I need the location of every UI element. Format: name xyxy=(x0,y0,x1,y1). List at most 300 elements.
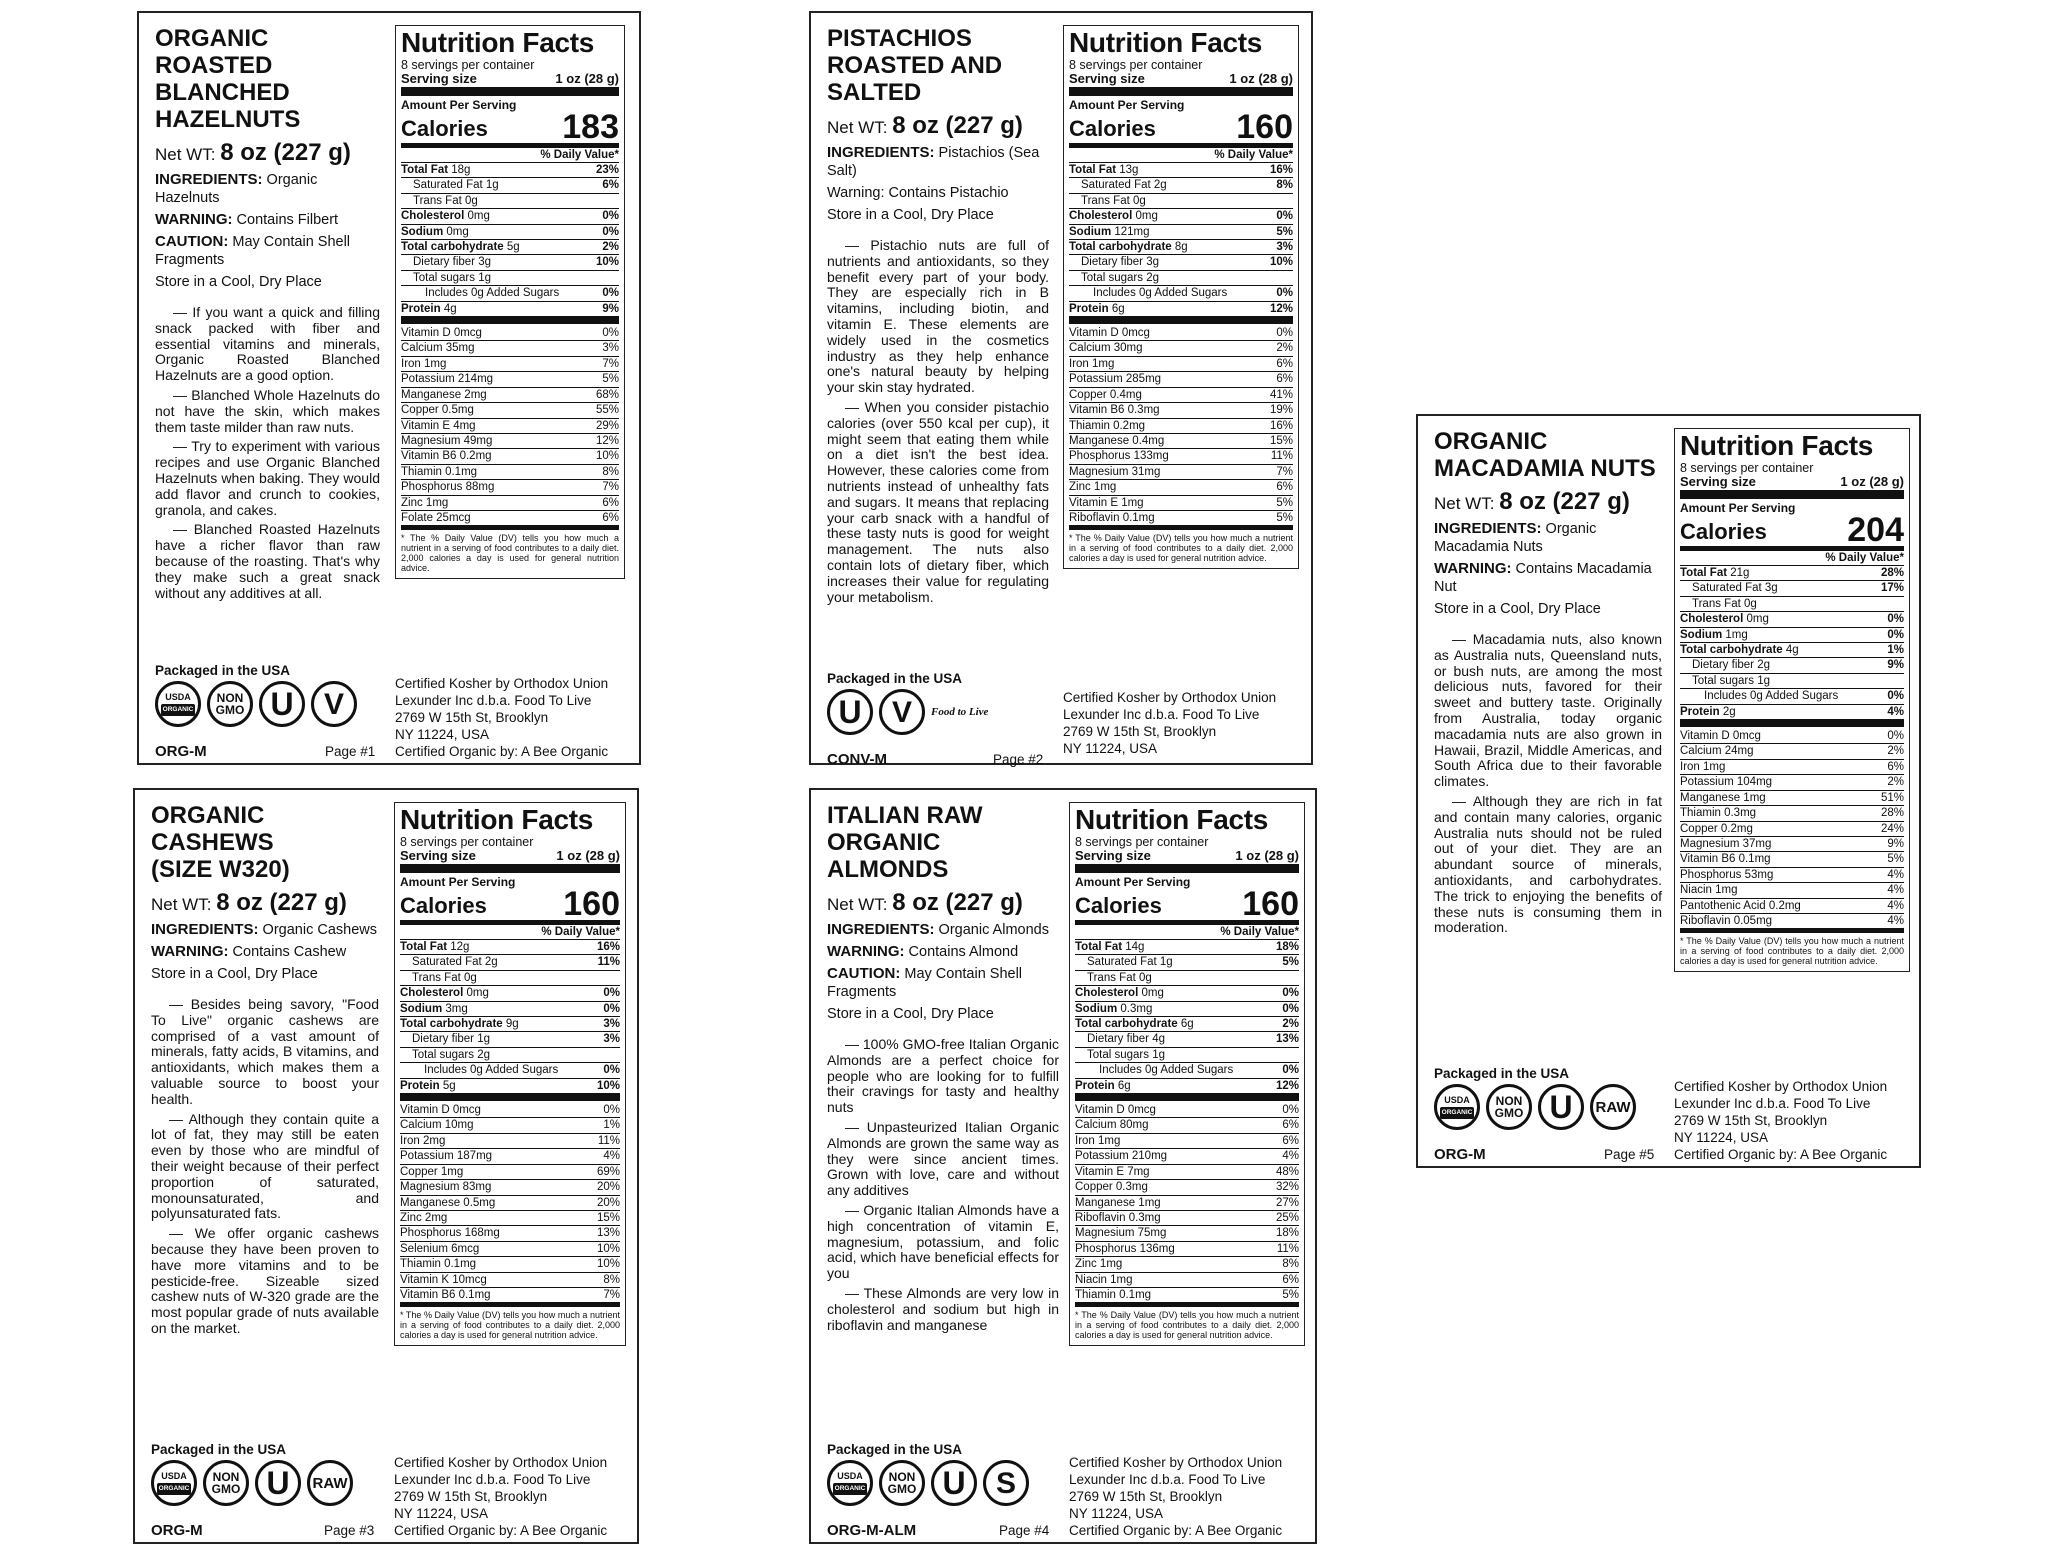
vitamin-row xyxy=(400,1103,620,1118)
usda-text: USDA xyxy=(161,1471,187,1481)
vitamin-name: Pantothenic Acid 0.2mg xyxy=(1680,899,1801,912)
info-value: Contains Macadamia Nut xyxy=(1434,561,1652,595)
serving-size-label: Serving size xyxy=(1075,848,1151,863)
description-paragraph: — 100% GMO-free Italian Organic Almonds are a perfect choice for people who are looking for to fulfill their cravings for tasty and healthy nuts xyxy=(827,1036,1059,1116)
cert-line: Lexunder Inc d.b.a. Food To Live xyxy=(394,1472,591,1487)
vitamin-row xyxy=(1680,744,1904,759)
packaged-in-usa: Packaged in the USA xyxy=(155,663,291,678)
nutrient-name-amount xyxy=(1069,302,1125,316)
cert-line: NY 11224, USA xyxy=(1063,741,1158,756)
vitamin-name: Vitamin K 10mcg xyxy=(400,1273,487,1286)
vitamin-row xyxy=(1069,434,1293,449)
description-paragraph: — We offer organic cashews because they have been proven to have more vitamins and to be pesticide-free. Sizeable sized cashew nuts of W-320 grade are the most popular grade of nuts available on the market. xyxy=(151,1225,379,1336)
page-number: Page #3 xyxy=(324,1523,375,1538)
vitamin-row xyxy=(1075,1257,1299,1272)
product-description xyxy=(151,997,379,1337)
nutrient-row xyxy=(401,194,619,209)
net-weight xyxy=(155,139,380,167)
nutrient-row xyxy=(1069,209,1293,224)
serving-size-label: Serving size xyxy=(400,848,476,863)
info-key: WARNING: xyxy=(1434,560,1512,577)
nutrient-name-amount xyxy=(412,971,477,985)
cert-line: Certified Organic by: A Bee Organic xyxy=(1674,1147,1888,1162)
nutrient-amount: 3g xyxy=(1764,582,1778,595)
vitamin-percent: 5% xyxy=(602,373,619,386)
vitamins-minerals xyxy=(1075,1103,1299,1307)
nutrient-percent: 0% xyxy=(603,1002,620,1015)
nutrient-row xyxy=(1069,163,1293,178)
vitamin-percent: 13% xyxy=(596,1227,620,1240)
product-title xyxy=(151,802,379,883)
nutrient-row xyxy=(1075,1002,1299,1017)
vitamin-row xyxy=(1075,1118,1299,1133)
product-title-line: ORGANIC ROASTED xyxy=(155,25,273,79)
vitamin-name: Vitamin B6 0.1mg xyxy=(400,1288,491,1301)
vitamin-row xyxy=(1069,449,1293,464)
raw-icon xyxy=(307,1460,353,1506)
vitamin-name: Vitamin E 7mg xyxy=(1075,1165,1150,1178)
nutrient-name-amount xyxy=(1075,1079,1131,1093)
info-value: May Contain Shell Fragments xyxy=(155,234,351,268)
vitamin-row xyxy=(1069,326,1293,341)
vitamin-percent: 5% xyxy=(1282,1288,1299,1301)
certification-badges xyxy=(151,1460,353,1506)
vitamin-row xyxy=(401,465,619,480)
product-title-line: ITALIAN RAW xyxy=(827,802,983,829)
vitamin-name: Riboflavin 0.3mg xyxy=(1075,1211,1161,1224)
nutrient-percent: 9% xyxy=(602,302,619,315)
organic-text: ORGANIC xyxy=(157,1483,192,1495)
usda-organic-icon xyxy=(827,1460,873,1506)
net-weight-label: Net WT: xyxy=(1434,494,1495,513)
vitamin-name: Zinc 1mg xyxy=(401,496,449,509)
net-weight xyxy=(827,889,1059,917)
calories-label: Calories xyxy=(1680,519,1767,544)
nutrient-row xyxy=(1680,612,1904,627)
vitamin-percent: 6% xyxy=(1887,760,1904,773)
product-title-line: ORGANIC xyxy=(1434,428,1548,455)
vitamin-percent: 0% xyxy=(602,327,619,340)
kosher-u-icon xyxy=(255,1460,301,1506)
vitamins-minerals xyxy=(400,1103,620,1307)
net-weight-value: 8 oz (227 g) xyxy=(892,889,1023,916)
vitamin-name: Zinc 2mg xyxy=(400,1211,448,1224)
nutrient-name-amount xyxy=(1087,955,1173,969)
description-paragraph: — Although they are rich in fat and contain many calories, organic Australia nuts should not be ruled out of your diet. They are an abundant source of minerals, antioxidants, and carbohydrates. The trick to enjoying the benefits of these nuts is consuming them in moderation. xyxy=(1434,792,1662,936)
nutrient-name-amount xyxy=(1692,581,1778,595)
vitamin-row xyxy=(1069,496,1293,511)
nutrient-name: Dietary fiber xyxy=(1087,1033,1149,1046)
nutrient-amount: 8g xyxy=(1174,241,1188,254)
vitamin-row xyxy=(1075,1180,1299,1195)
kosher-u-icon xyxy=(259,681,305,727)
info-line xyxy=(151,965,379,983)
nutrient-row xyxy=(1075,971,1299,986)
vegan-icon xyxy=(879,689,925,735)
nutrient-row xyxy=(1680,628,1904,643)
vitamins-minerals xyxy=(401,326,619,530)
vitamin-name: Zinc 1mg xyxy=(1069,481,1117,494)
vitamin-percent: 0% xyxy=(1282,1104,1299,1117)
vitamin-name: Calcium 35mg xyxy=(401,342,475,355)
calories-value: 204 xyxy=(1847,511,1904,549)
vitamin-name: Selenium 6mcg xyxy=(400,1242,480,1255)
organic-text: ORGANIC xyxy=(161,704,196,716)
description-paragraph: — Although they contain quite a lot of fat, they may still be eaten even by those who are mindful of their weight because of their perfect proportion of saturated, monounsaturated, and polyunsaturated fats. xyxy=(151,1110,379,1222)
vitamin-percent: 0% xyxy=(1276,327,1293,340)
vegan-v-text: V xyxy=(891,695,912,729)
nutrient-name-amount xyxy=(424,1063,558,1077)
nutrient-name: Trans Fat xyxy=(412,971,461,984)
vitamin-name: Vitamin B6 0.2mg xyxy=(401,450,492,463)
non-gmo-icon xyxy=(879,1460,925,1506)
vitamin-row xyxy=(401,511,619,530)
servings-per-container: 8 servings per container xyxy=(400,835,534,849)
nutrient-row xyxy=(1069,178,1293,193)
kosher-u-text: U xyxy=(266,1464,290,1501)
vitamin-percent: 1% xyxy=(603,1119,620,1132)
vitamin-name: Manganese 2mg xyxy=(401,388,487,401)
nutrient-amount: 0g xyxy=(1132,194,1146,207)
nutrition-facts-title: Nutrition Facts xyxy=(1069,27,1263,58)
vitamin-row xyxy=(401,449,619,464)
vitamin-name: Vitamin B6 0.1mg xyxy=(1680,853,1771,866)
nutrient-amount: 0mg xyxy=(1141,987,1164,1000)
nutrient-row xyxy=(1075,1032,1299,1047)
nutrition-facts-title: Nutrition Facts xyxy=(401,27,595,58)
vitamin-percent: 55% xyxy=(595,404,619,417)
cert-line: Lexunder Inc d.b.a. Food To Live xyxy=(395,693,592,708)
nutrition-facts-panel xyxy=(395,25,625,579)
nutrient-row xyxy=(1075,955,1299,970)
vitamin-name: Magnesium 83mg xyxy=(400,1181,492,1194)
cert-line: Certified Kosher by Orthodox Union xyxy=(1069,1455,1283,1470)
nutrition-facts-panel xyxy=(1674,428,1910,972)
daily-value-header: % Daily Value* xyxy=(1680,551,1904,566)
nutrient-name-amount xyxy=(401,240,520,254)
nutrient-row xyxy=(401,286,619,301)
nutrient-amount: 0g xyxy=(464,194,478,207)
daily-value-footnote: * The % Daily Value (DV) tells you how much a nutrient in a serving of food contributes to a daily diet. 2,000 calories a day is used for general nutrition advice. xyxy=(400,1310,620,1341)
nutrient-name-amount xyxy=(1680,612,1769,626)
vitamin-percent: 10% xyxy=(595,450,619,463)
nutrient-name: Sodium xyxy=(1680,628,1723,641)
vitamin-row xyxy=(1075,1288,1299,1307)
vitamin-name: Phosphorus 88mg xyxy=(401,481,495,494)
certification-address xyxy=(1674,1078,1913,1163)
certification-badges xyxy=(827,689,988,735)
vitamin-name: Thiamin 0.2mg xyxy=(1069,419,1146,432)
nutrient-name: Cholesterol xyxy=(1069,210,1133,223)
nutrient-name-amount xyxy=(412,1048,490,1062)
info-line xyxy=(827,184,1049,202)
usda-organic-seal xyxy=(157,1471,192,1495)
nutrient-percent: 10% xyxy=(596,1079,620,1092)
nutrient-percent: 0% xyxy=(1276,210,1293,223)
nutrient-amount: 0mg xyxy=(1135,210,1158,223)
vitamin-name: Calcium 10mg xyxy=(400,1119,474,1132)
nutrient-percent: 10% xyxy=(1269,256,1293,269)
nutrient-name-amount xyxy=(400,1079,456,1093)
page-number: Page #4 xyxy=(999,1523,1050,1538)
certification-badges xyxy=(1434,1084,1636,1130)
food-to-live-logo: Food to Live xyxy=(931,706,989,718)
vitamin-row xyxy=(1680,899,1904,914)
nutrient-name: Trans Fat xyxy=(1692,597,1741,610)
description-paragraph: — Try to experiment with various recipes and use Organic Blanched Hazelnuts when baking. They would add flavor and crunch to cookies, granola, and cakes. xyxy=(155,438,380,518)
nutrient-name-amount xyxy=(1069,240,1188,254)
vitamin-name: Manganese 0.5mg xyxy=(400,1196,496,1209)
nutrient-percent: 13% xyxy=(1275,1033,1299,1046)
net-weight-label: Net WT: xyxy=(827,118,888,137)
vitamin-percent: 8% xyxy=(602,465,619,478)
info-key: INGREDIENTS: xyxy=(155,171,263,188)
packaged-in-usa: Packaged in the USA xyxy=(151,1442,287,1457)
vitamin-name: Iron 1mg xyxy=(1680,760,1726,773)
usda-text: USDA xyxy=(837,1471,863,1481)
nutrient-name: Total carbohydrate xyxy=(1075,1018,1178,1031)
calories-row xyxy=(1069,108,1293,148)
serving-size-row xyxy=(1680,475,1904,499)
vitamin-percent: 28% xyxy=(1880,807,1904,820)
product-code: ORG-M xyxy=(1434,1146,1486,1163)
cert-line: NY 11224, USA xyxy=(395,727,490,742)
vitamin-percent: 6% xyxy=(1282,1134,1299,1147)
info-key: INGREDIENTS: xyxy=(827,921,935,938)
description-paragraph: — These Almonds are very low in cholesterol and sodium but high in riboflavin and manganese xyxy=(827,1284,1059,1333)
nutrient-row xyxy=(400,1032,620,1047)
description-paragraph: — Blanched Roasted Hazelnuts have a richer flavor than raw because of the roasting. That's why they make such a great snack without any additives at all. xyxy=(155,521,380,601)
nutrient-percent: 0% xyxy=(1282,1002,1299,1015)
nutrient-row xyxy=(1069,286,1293,301)
info-key: WARNING: xyxy=(151,943,229,960)
cert-line: 2769 W 15th St, Brooklyn xyxy=(395,710,549,725)
amount-per-serving: Amount Per Serving xyxy=(1075,875,1191,889)
nutrient-amount: 2g xyxy=(1153,179,1167,192)
vitamin-row xyxy=(400,1273,620,1288)
info-value: Store in a Cool, Dry Place xyxy=(827,207,994,223)
nutrient-row xyxy=(400,971,620,986)
net-weight xyxy=(827,112,1049,140)
nutrient-amount: 3g xyxy=(1146,256,1159,269)
vitamin-percent: 2% xyxy=(1887,745,1904,758)
servings-per-container: 8 servings per container xyxy=(1069,58,1203,72)
kosher-u-text: U xyxy=(1549,1088,1573,1125)
product-info xyxy=(151,802,379,1341)
daily-value-footnote: * The % Daily Value (DV) tells you how much a nutrient in a serving of food contributes to a daily diet. 2,000 calories a day is used for general nutrition advice. xyxy=(1680,936,1904,967)
serving-size-value: 1 oz (28 g) xyxy=(555,71,619,86)
vitamin-percent: 3% xyxy=(602,342,619,355)
nutrient-amount: 1mg xyxy=(1725,628,1748,641)
nutrient-amount: 0g xyxy=(1138,971,1152,984)
vitamin-row xyxy=(400,1180,620,1195)
calories-label: Calories xyxy=(1069,116,1156,141)
serving-size-label: Serving size xyxy=(1680,474,1756,489)
vitamin-row xyxy=(400,1242,620,1257)
info-value: Organic Almonds xyxy=(938,922,1049,938)
nutrient-amount: 9g xyxy=(505,1018,519,1031)
usda-text: USDA xyxy=(1444,1095,1470,1105)
nutrient-amount: 0mg xyxy=(1746,613,1769,626)
nutrient-percent: 3% xyxy=(1276,241,1293,254)
nutrient-amount: 18g xyxy=(451,164,471,176)
nutrient-percent: 23% xyxy=(595,164,619,176)
vitamin-name: Thiamin 0.1mg xyxy=(401,465,478,478)
nutrient-amount: 1g xyxy=(485,179,499,192)
nutrient-row xyxy=(1680,658,1904,673)
nutrient-name-amount xyxy=(413,271,491,285)
daily-value-footnote: * The % Daily Value (DV) tells you how much a nutrient in a serving of food contributes to a daily diet. 2,000 calories a day is used for general nutrition advice. xyxy=(1075,1310,1299,1341)
net-weight-label: Net WT: xyxy=(151,895,212,914)
serving-size-row xyxy=(1075,849,1299,873)
certification-badges xyxy=(155,681,357,727)
nutrient-amount: 3mg xyxy=(445,1002,468,1015)
calories-value: 160 xyxy=(1242,885,1299,923)
net-weight xyxy=(1434,488,1662,516)
organic-text: ORGANIC xyxy=(833,1483,868,1495)
vitamin-percent: 11% xyxy=(1276,1242,1299,1255)
vitamin-name: Phosphorus 53mg xyxy=(1680,868,1774,881)
nutrient-name-amount xyxy=(425,286,559,300)
vitamin-percent: 10% xyxy=(596,1242,620,1255)
calories-value: 183 xyxy=(562,108,619,146)
product-info xyxy=(155,25,380,605)
nutrient-name-amount xyxy=(1093,286,1227,300)
nutrient-name-amount xyxy=(1081,178,1167,192)
vitamin-row xyxy=(1680,822,1904,837)
nutrient-row xyxy=(1075,986,1299,1001)
page-number: Page #1 xyxy=(325,744,376,759)
vitamin-percent: 4% xyxy=(603,1150,620,1163)
cert-line: 2769 W 15th St, Brooklyn xyxy=(394,1489,548,1504)
nutrient-name: Dietary fiber xyxy=(1692,659,1754,672)
info-line xyxy=(827,1005,1059,1023)
nutrient-amount: 2g xyxy=(477,1048,491,1061)
vitamin-name: Thiamin 0.1mg xyxy=(1075,1288,1152,1301)
nutrient-name: Includes 0g Added Sugars xyxy=(1099,1064,1234,1077)
nutrient-name: Saturated Fat xyxy=(1081,179,1151,192)
serving-size-row xyxy=(400,849,620,873)
vitamin-name: Riboflavin 0.05mg xyxy=(1680,914,1773,927)
info-line xyxy=(155,233,380,269)
nutrient-amount: 14g xyxy=(1125,941,1145,953)
vitamin-name: Vitamin D 0mcg xyxy=(1069,327,1150,340)
vitamins-minerals xyxy=(1069,326,1293,530)
vitamin-percent: 41% xyxy=(1269,388,1293,401)
nutrient-row xyxy=(1069,255,1293,270)
nutrient-amount: 1g xyxy=(1159,956,1173,969)
nutrient-percent: 2% xyxy=(1282,1018,1299,1031)
vitamin-percent: 2% xyxy=(1276,342,1293,355)
vitamin-row xyxy=(1069,480,1293,495)
vitamin-name: Copper 1mg xyxy=(400,1165,464,1178)
vitamin-name: Phosphorus 133mg xyxy=(1069,450,1169,463)
info-key: CAUTION: xyxy=(827,965,901,982)
info-value: Pistachios (Sea Salt) xyxy=(827,145,1040,179)
vitamin-row xyxy=(1075,1149,1299,1164)
vitamin-percent: 32% xyxy=(1275,1181,1299,1194)
nutrient-row xyxy=(401,302,619,324)
vitamin-name: Magnesium 37mg xyxy=(1680,837,1772,850)
info-key: CAUTION: xyxy=(155,233,229,250)
vegan-v-text: V xyxy=(323,687,344,721)
info-value: Store in a Cool, Dry Place xyxy=(155,274,322,290)
info-value: Organic Hazelnuts xyxy=(155,172,318,206)
vitamin-row xyxy=(1680,837,1904,852)
nutrient-name: Includes 0g Added Sugars xyxy=(425,287,560,300)
vitamin-name: Iron 2mg xyxy=(400,1134,446,1147)
product-code: CONV-M xyxy=(827,751,887,768)
amount-per-serving: Amount Per Serving xyxy=(400,875,516,889)
vitamin-percent: 6% xyxy=(1276,373,1293,386)
calories-label: Calories xyxy=(400,893,487,918)
vitamin-percent: 27% xyxy=(1275,1196,1299,1209)
nutrient-row xyxy=(1069,225,1293,240)
nutrient-name: Saturated Fat xyxy=(1692,582,1762,595)
vitamin-percent: 5% xyxy=(1887,853,1904,866)
nutrient-row xyxy=(1069,302,1293,324)
vitamin-name: Iron 1mg xyxy=(1075,1134,1121,1147)
calories-value: 160 xyxy=(563,885,620,923)
nutrient-percent: 0% xyxy=(603,987,620,1000)
nutrient-percent: 0% xyxy=(1887,690,1904,703)
vitamin-row xyxy=(1069,465,1293,480)
nutrient-name-amount xyxy=(1069,209,1158,223)
vitamin-name: Vitamin D 0mcg xyxy=(1680,730,1761,743)
vitamin-name: Thiamin 0.3mg xyxy=(1680,807,1757,820)
description-paragraph: — Pistachio nuts are full of nutrients and antioxidants, so they benefit every part of your body. They are especially rich in B vitamins, including biotin, and vitamin E. These elements are widely used in the cosmetics industry as they help enhance one's natural beauty by helping your skin stay hydrated. xyxy=(827,237,1049,396)
cert-line: NY 11224, USA xyxy=(1069,1506,1164,1521)
daily-value-header: % Daily Value* xyxy=(1075,925,1299,940)
vitamin-percent: 11% xyxy=(1270,450,1293,463)
vitamin-row xyxy=(1075,1134,1299,1149)
vitamin-percent: 4% xyxy=(1282,1150,1299,1163)
cert-line: Lexunder Inc d.b.a. Food To Live xyxy=(1069,1472,1266,1487)
vitamin-name: Magnesium 49mg xyxy=(401,434,493,447)
net-weight-label: Net WT: xyxy=(827,895,888,914)
non-gmo-icon xyxy=(1486,1084,1532,1130)
vitamin-row xyxy=(1069,511,1293,530)
nutrient-name: Cholesterol xyxy=(1075,987,1139,1000)
calories-row xyxy=(401,108,619,148)
packaged-in-usa: Packaged in the USA xyxy=(827,671,963,686)
product-description xyxy=(827,1037,1059,1333)
nutrient-name: Includes 0g Added Sugars xyxy=(424,1064,559,1077)
vitamin-name: Vitamin B6 0.3mg xyxy=(1069,404,1160,417)
nutrient-name: Sodium xyxy=(401,225,444,238)
nutrient-name: Trans Fat xyxy=(413,194,462,207)
nutrition-facts-title: Nutrition Facts xyxy=(1680,430,1874,461)
nutrient-row xyxy=(1069,194,1293,209)
non-gmo-text: NON GMO xyxy=(215,691,245,717)
vitamin-row xyxy=(401,480,619,495)
vitamin-percent: 6% xyxy=(602,496,619,509)
nutrient-name: Total sugars xyxy=(413,271,476,284)
nutrient-amount: 1g xyxy=(477,1033,490,1046)
vitamin-row xyxy=(401,496,619,511)
vitamin-percent: 0% xyxy=(1887,730,1904,743)
vitamin-name: Potassium 285mg xyxy=(1069,373,1162,386)
sproutable-icon xyxy=(983,1460,1029,1506)
nutrient-name: Total sugars xyxy=(412,1048,475,1061)
vitamin-percent: 68% xyxy=(595,388,619,401)
label-pistachios xyxy=(809,11,1313,768)
nutrient-percent: 4% xyxy=(1887,705,1904,718)
nutrient-name-amount xyxy=(1680,628,1748,642)
nutrient-row xyxy=(401,271,619,286)
nutrient-percent: 0% xyxy=(602,225,619,238)
nutrient-name: Total carbohydrate xyxy=(401,241,504,254)
